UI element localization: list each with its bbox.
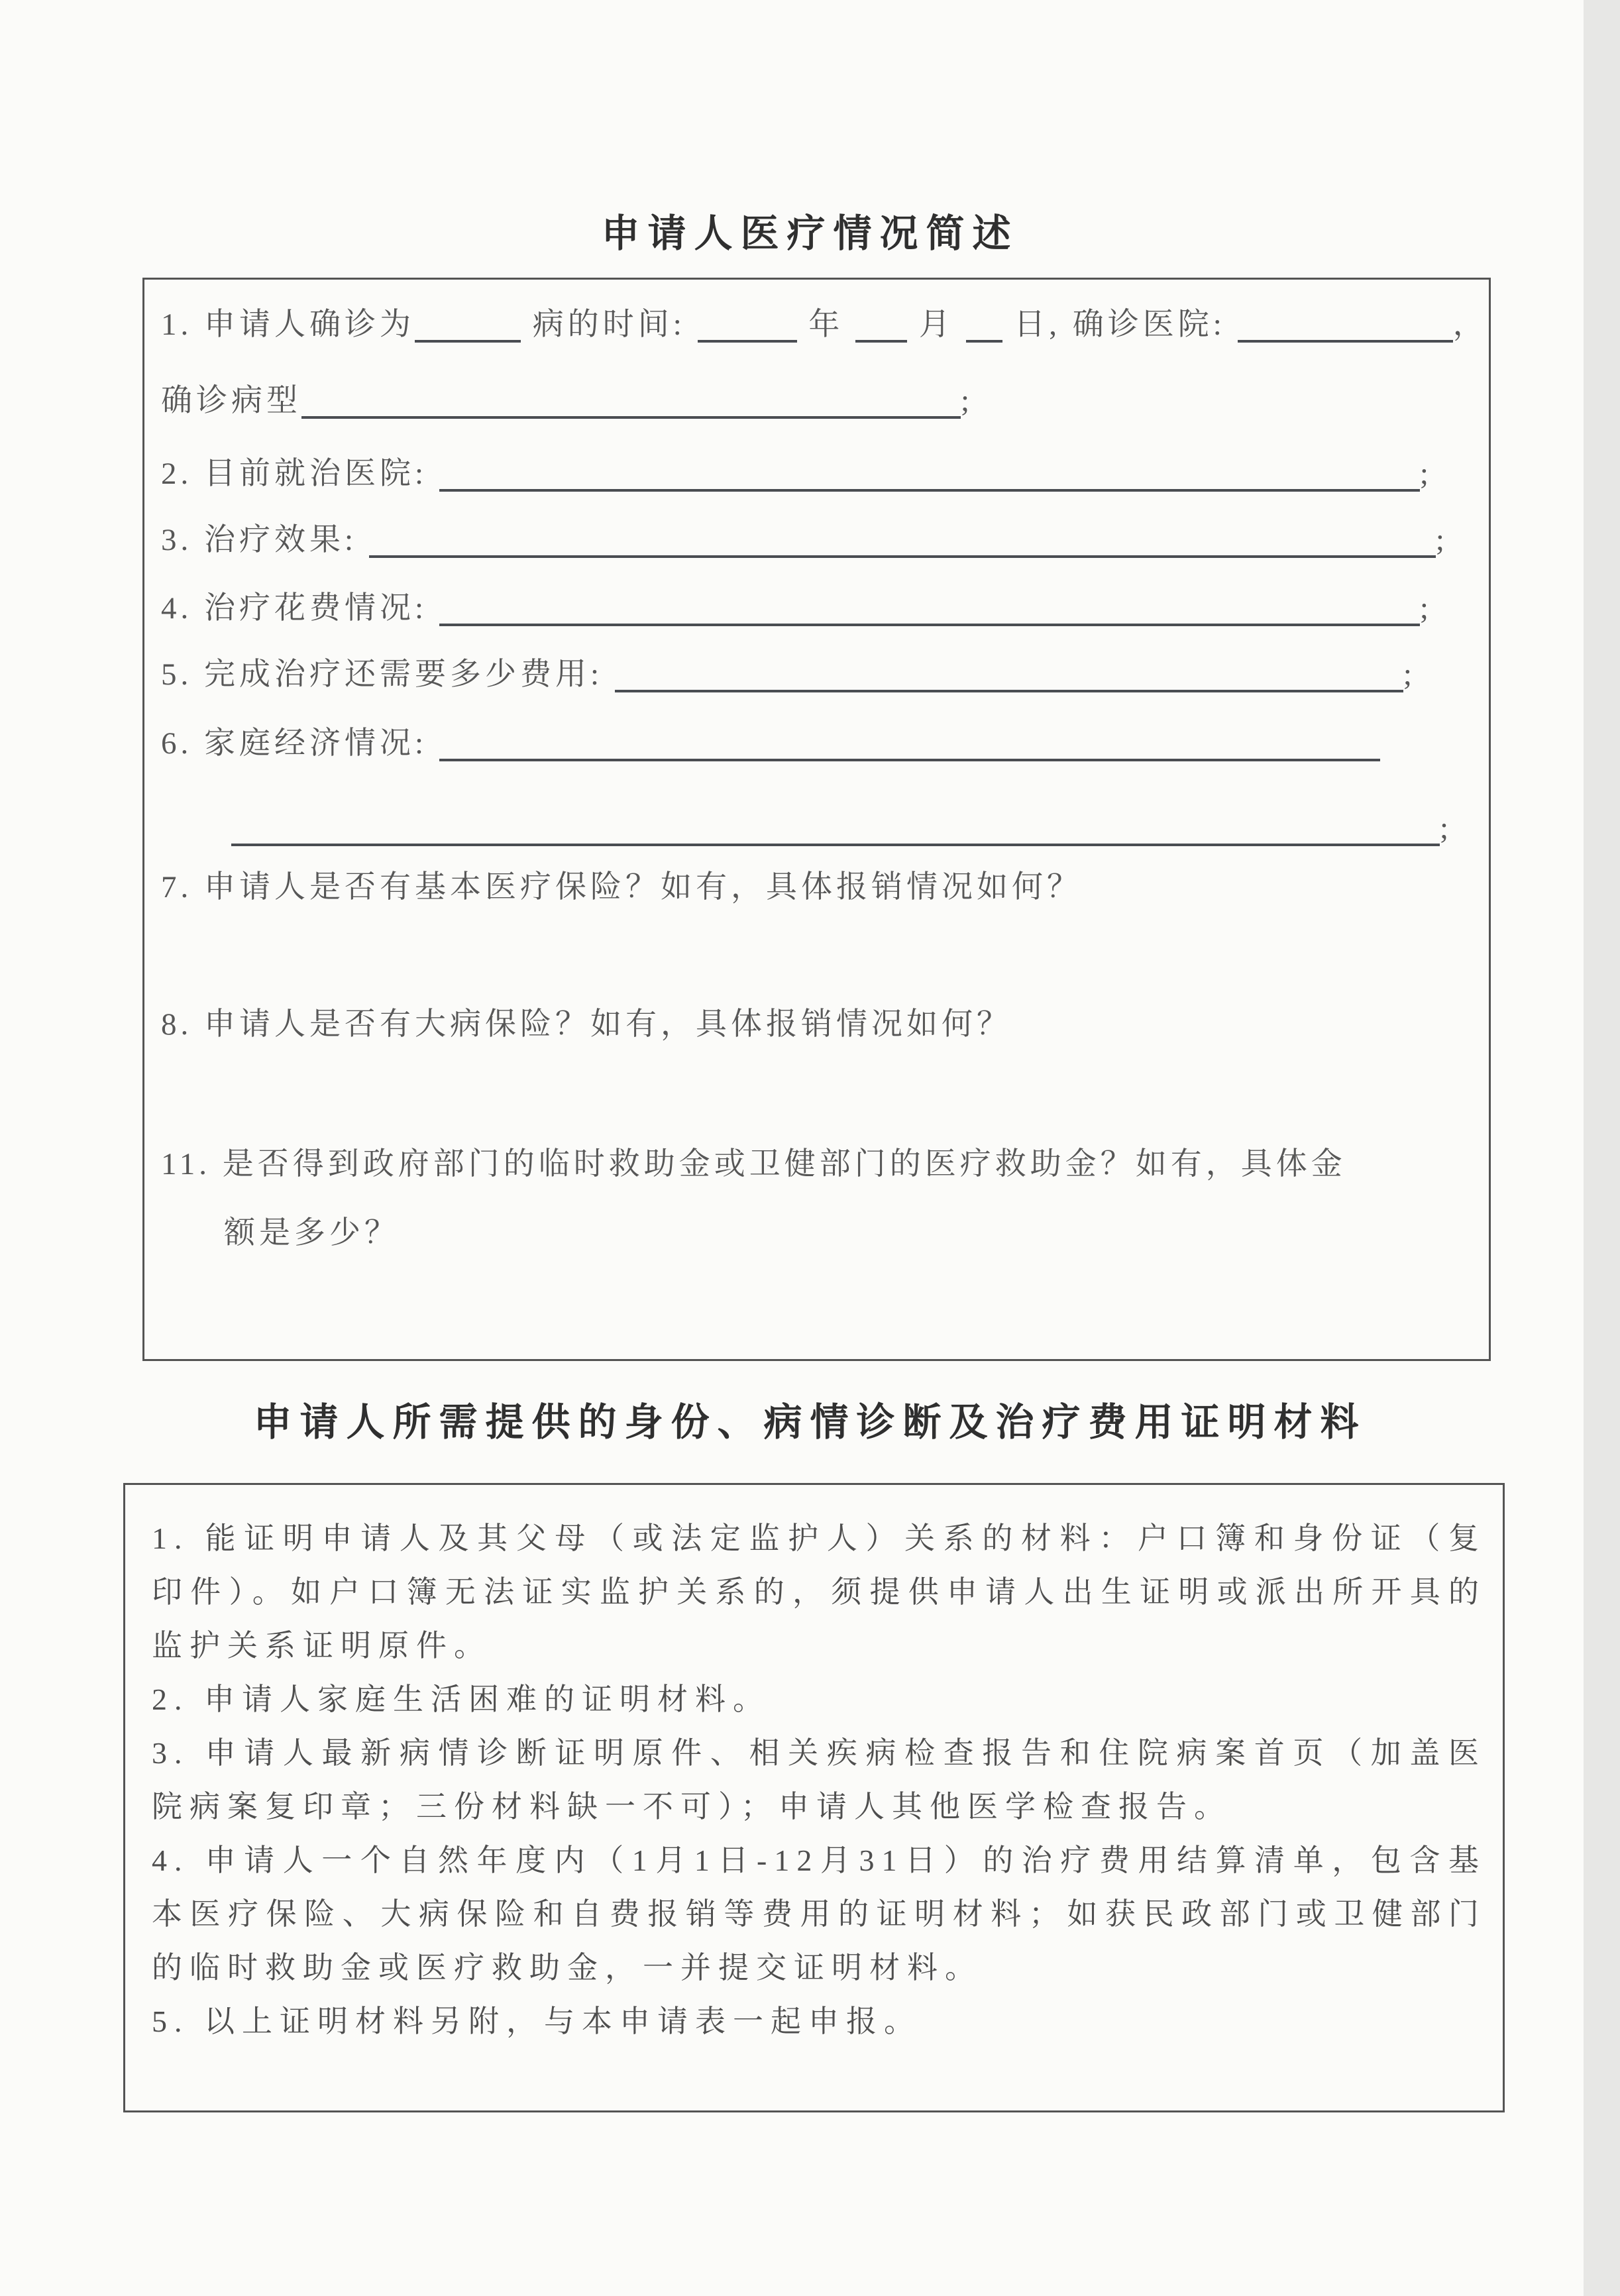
- blank-field: [966, 313, 1002, 343]
- form-label: ;: [1403, 657, 1416, 692]
- form-label: 5. 完成治疗还需要多少费用:: [161, 657, 615, 692]
- form-label: 11. 是否得到政府部门的临时救助金或卫健部门的医疗救助金？如有，具体金: [161, 1147, 1346, 1181]
- material-item-1: 1. 能证明申请人及其父母（或法定监护人）关系的材料：户口簿和身份证（复印件）。如户口簿无法证实监护关系的，须提供申请人出生证明或派出所开具的监护关系证明原件。: [152, 1521, 1486, 1663]
- line-1-disease-type: [161, 381, 1472, 421]
- line-7-basic-insurance: [161, 867, 1472, 907]
- material-item-3: 3. 申请人最新病情诊断证明原件、相关疾病检查报告和住院病案首页（加盖医院病案复印章；三份材料缺一不可）；申请人其他医学检查报告。: [152, 1736, 1486, 1824]
- form-label: 3. 治疗效果:: [161, 523, 369, 557]
- material-item-5: 5. 以上证明材料另附，与本申请表一起申报。: [152, 2004, 922, 2038]
- blank-field: [301, 390, 961, 419]
- line-1-diagnosis: [161, 305, 1488, 345]
- line-8-serious-illness-insurance: [161, 1005, 1472, 1044]
- form-label: 日, 确诊医院:: [1002, 307, 1238, 342]
- required-materials-box: [123, 1483, 1505, 2112]
- material-item-4: 4. 申请人一个自然年度内（1月1日-12月31日）的治疗费用结算清单，包含基本医疗保险、大病保险和自费报销等费用的证明材料；如获民政部门或卫健部门的临时救助金或医疗救助金，一并提交证明材料。: [152, 1843, 1486, 1985]
- line-4-treatment-cost: [161, 588, 1472, 628]
- line-5-remaining-cost: [161, 655, 1472, 694]
- form-label: ;: [1435, 523, 1448, 557]
- form-label: 病的时间:: [521, 307, 698, 342]
- line-6-family-finance: [161, 724, 1472, 763]
- form-label: 6. 家庭经济情况:: [161, 726, 439, 761]
- form-label: ，: [1452, 307, 1488, 342]
- line-11-continuation: [161, 1213, 1472, 1253]
- form-label: 确诊病型: [161, 384, 301, 418]
- form-label: 7. 申请人是否有基本医疗保险？如有，具体报销情况如何？: [161, 870, 1082, 904]
- scan-edge-shadow: [1584, 0, 1620, 2296]
- medical-summary-lines: [161, 305, 1488, 1253]
- form-label: 额是多少？: [224, 1216, 400, 1250]
- form-label: 8. 申请人是否有大病保险？如有，具体报销情况如何？: [161, 1007, 1012, 1042]
- form-label: ;: [1419, 457, 1432, 491]
- blank-field: [439, 597, 1420, 626]
- material-item-2: 2. 申请人家庭生活困难的证明材料。: [152, 1682, 771, 1716]
- line-6-continuation: [161, 808, 1472, 848]
- section2-title: 申请人所需提供的身份、病情诊断及治疗费用证明材料: [253, 1401, 1367, 1444]
- blank-field: [439, 463, 1420, 492]
- form-label: 月: [907, 307, 966, 342]
- form-label: 4. 治疗花费情况:: [161, 591, 439, 626]
- blank-field: [1238, 313, 1453, 343]
- form-label: 1. 申请人确诊为: [161, 307, 415, 342]
- line-11-government-aid: [161, 1144, 1472, 1184]
- blank-field: [369, 529, 1436, 558]
- line-2-current-hospital: [161, 454, 1472, 494]
- blank-field: [855, 313, 907, 343]
- blank-field: [439, 732, 1380, 761]
- blank-field: [615, 663, 1403, 692]
- blank-field: [415, 313, 521, 343]
- blank-field: [231, 817, 1440, 846]
- form-label: 2. 目前就治医院:: [161, 457, 439, 491]
- form-label: 年: [796, 307, 856, 342]
- line-3-treatment-effect: [161, 520, 1472, 560]
- medical-summary-box: [142, 278, 1491, 1361]
- section1-title: 申请人医疗情况简述: [601, 212, 1019, 255]
- form-label: ;: [1440, 811, 1453, 846]
- blank-field: [698, 313, 797, 343]
- form-label: ;: [1419, 591, 1432, 626]
- form-label: ;: [961, 384, 974, 418]
